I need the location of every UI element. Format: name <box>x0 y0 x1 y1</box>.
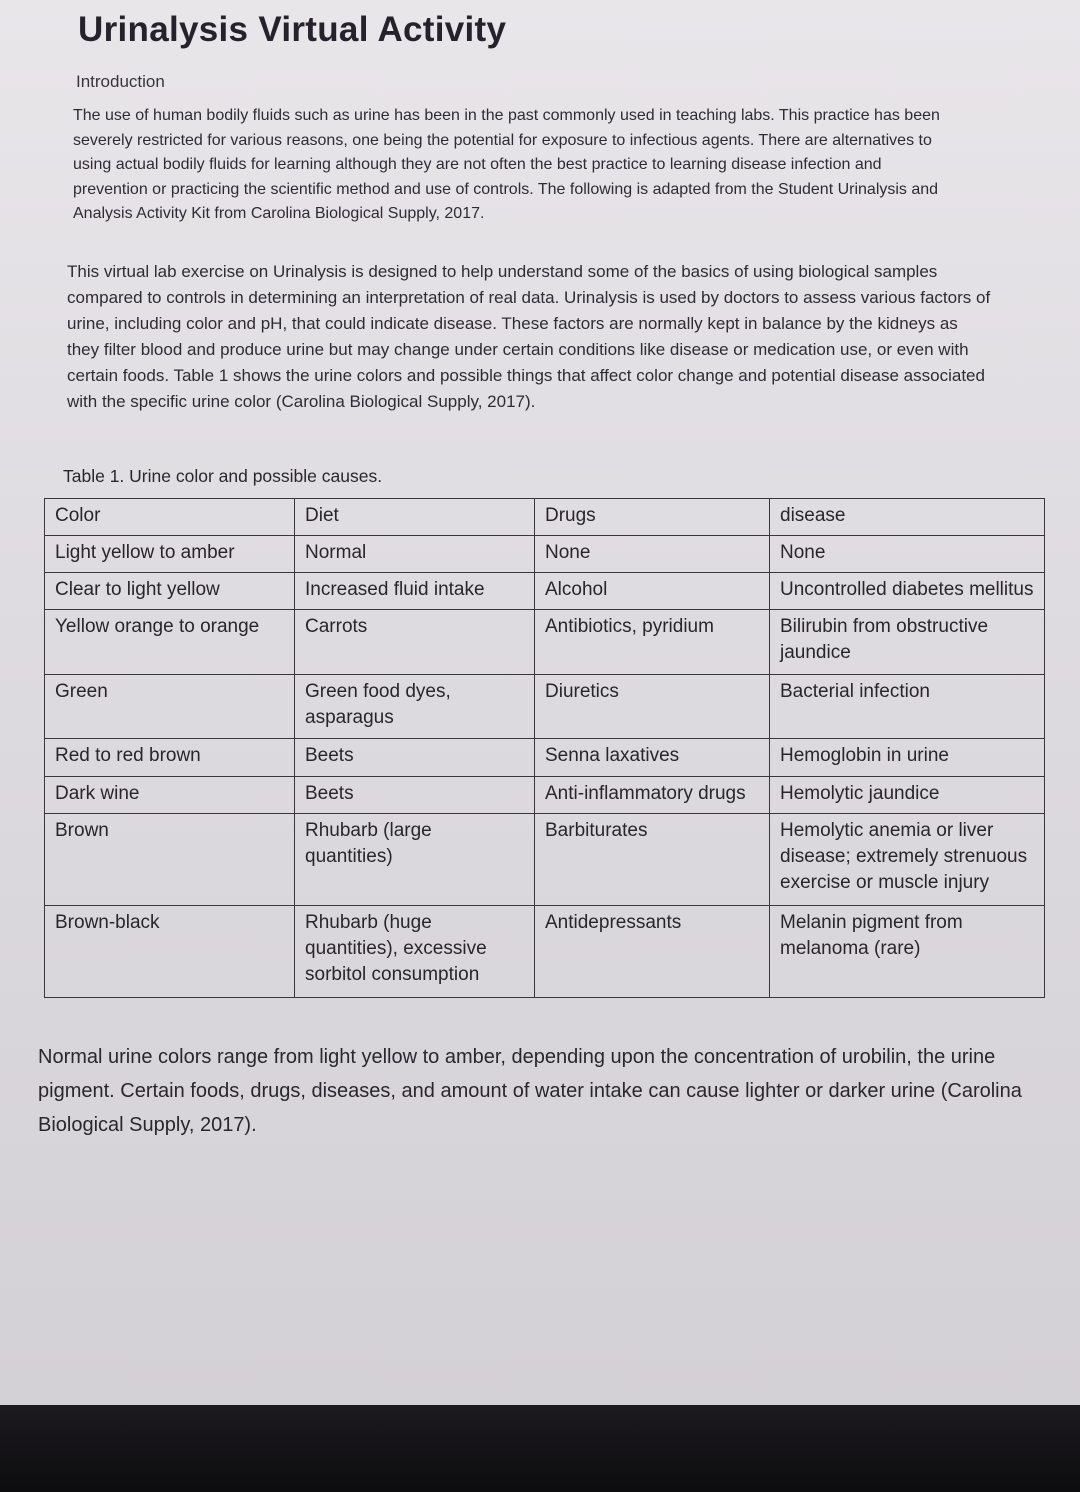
table-cell: Light yellow to amber <box>45 536 295 573</box>
table-cell: None <box>770 536 1045 573</box>
table-header-row <box>45 499 1045 536</box>
table-cell: Diuretics <box>535 674 770 739</box>
table-cell: Antibiotics, pyridium <box>535 610 770 675</box>
table-cell: Rhubarb (large quantities) <box>295 813 535 905</box>
table-row <box>45 813 1045 905</box>
table-cell: Hemolytic jaundice <box>770 776 1045 813</box>
table-cell: Bilirubin from obstructive jaundice <box>770 610 1045 675</box>
table-cell: Anti-inflammatory drugs <box>535 776 770 813</box>
table-header-cell: Drugs <box>535 499 770 536</box>
table-cell: Hemoglobin in urine <box>770 739 1045 776</box>
table-cell: Normal <box>295 536 535 573</box>
table-cell: Antidepressants <box>535 905 770 997</box>
table-cell: Beets <box>295 739 535 776</box>
table-cell: Rhubarb (huge quantities), excessive sorbitol consumption <box>295 905 535 997</box>
table-row <box>45 536 1045 573</box>
table-cell: Green food dyes, asparagus <box>295 674 535 739</box>
table-row <box>45 573 1045 610</box>
table-header-cell: Color <box>45 499 295 536</box>
table-cell: Carrots <box>295 610 535 675</box>
background-surface <box>0 1405 1080 1492</box>
table-cell: Bacterial infection <box>770 674 1045 739</box>
document-title: Urinalysis Virtual Activity <box>78 10 507 49</box>
table-cell: Uncontrolled diabetes mellitus <box>770 573 1045 610</box>
table-cell: Green <box>45 674 295 739</box>
table-cell: Barbiturates <box>535 813 770 905</box>
intro-paragraph-1: The use of human bodily fluids such as urine has been in the past commonly used in teaching labs. This practice has been severely restricted for various reasons, one being the potential for exposure to infectious agents. There are alternatives to using actual bodily fluids for learning although they are not often the best practice to learning disease infection and prevention or practicing the scientific method and use of controls. The following is adapted from the Student Urinalysis and Analysis Activity Kit from Carolina Biological Supply, 2017. <box>73 107 940 222</box>
table-cell: Senna laxatives <box>535 739 770 776</box>
table-row <box>45 776 1045 813</box>
table-row <box>45 610 1045 675</box>
table-cell: Melanin pigment from melanoma (rare) <box>770 905 1045 997</box>
table-cell: Increased fluid intake <box>295 573 535 610</box>
table-row <box>45 739 1045 776</box>
table-cell: Dark wine <box>45 776 295 813</box>
table-cell: Brown <box>45 813 295 905</box>
table-cell: Red to red brown <box>45 739 295 776</box>
section-heading-introduction: Introduction <box>76 72 165 91</box>
table-caption: Table 1. Urine color and possible causes. <box>63 466 383 486</box>
summary-paragraph: Normal urine colors range from light yellow to amber, depending upon the concentration of urobilin, the urine pigment. Certain foods, drugs, diseases, and amount of water intake can cause lighter or darker urine (Carolina Biological Supply, 2017). <box>38 1046 1022 1136</box>
table-cell: Clear to light yellow <box>45 573 295 610</box>
table-header-cell: disease <box>770 499 1045 536</box>
table-cell: Yellow orange to orange <box>45 610 295 675</box>
table-cell: Brown-black <box>45 905 295 997</box>
table-cell: Beets <box>295 776 535 813</box>
table-row <box>45 674 1045 739</box>
table-header-cell: Diet <box>295 499 535 536</box>
table-cell: None <box>535 536 770 573</box>
intro-paragraph-2: This virtual lab exercise on Urinalysis is designed to help understand some of the basics of using biological samples compared to controls in determining an interpretation of real data. Urinalysis is used by doctors to assess various factors of urine, including color and pH, that could indicate disease. These factors are normally kept in balance by the kidneys as they filter blood and produce urine but may change under certain conditions like disease or medication use, or even with certain foods. Table 1 shows the urine colors and possible things that affect color change and potential disease associated with the specific urine color (Carolina Biological Supply, 2017). <box>67 262 991 411</box>
table-cell: Hemolytic anemia or liver disease; extremely strenuous exercise or muscle injury <box>770 813 1045 905</box>
urine-color-table <box>44 498 1045 998</box>
table-cell: Alcohol <box>535 573 770 610</box>
table-row <box>45 905 1045 997</box>
